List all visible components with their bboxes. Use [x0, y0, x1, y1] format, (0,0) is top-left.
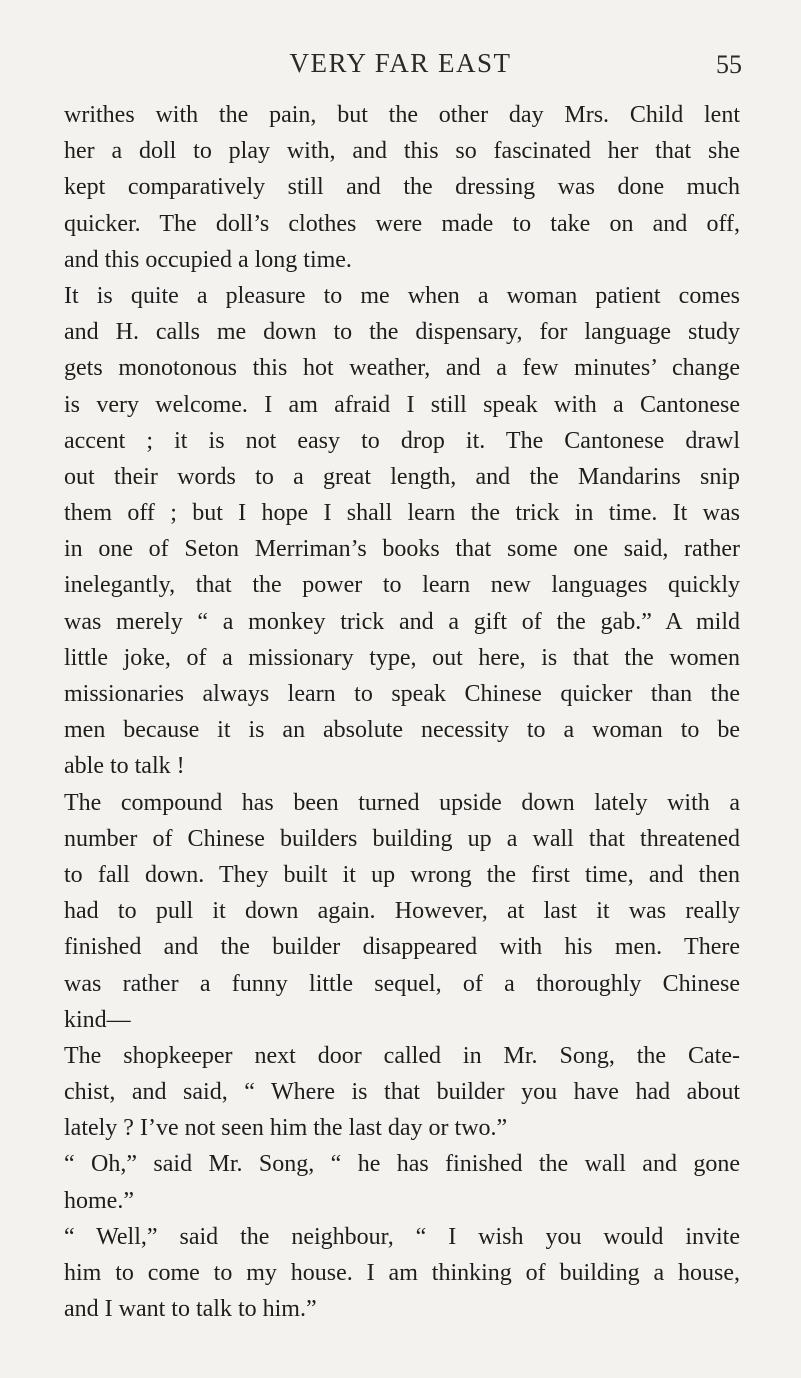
text-line: gets monotonous this hot weather, and a few minutes’ change [64, 355, 740, 382]
text-line: writhes with the pain, but the other day Mrs. Child lent [64, 102, 740, 128]
text-line: “ Well,” said the neighbour, “ I wish you would invite [64, 1223, 740, 1250]
text-line: and I want to talk to him.” [64, 1296, 317, 1323]
text-line: out their words to a great length, and the Mandarins snip [64, 463, 740, 490]
page-number: 55 [716, 50, 742, 79]
text-line: little joke, of a missionary type, out here, is that the women [64, 644, 740, 671]
text-line: lately ? I’ve not seen him the last day or two.” [64, 1115, 508, 1142]
text-line: kept comparatively still and the dressing was done much [64, 174, 740, 201]
text-line: in one of Seton Merriman’s books that some one said, rather [64, 536, 740, 563]
text-line: is very welcome. I am afraid I still speak with a Cantonese [64, 391, 740, 418]
running-title: VERY FAR EAST [289, 48, 512, 78]
text-line: number of Chinese builders building up a wall that threatened [64, 825, 740, 852]
running-head [0, 48, 801, 88]
text-line: kind— [64, 1006, 131, 1033]
text-line: chist, and said, “ Where is that builder you have had about [64, 1079, 740, 1106]
text-line: men because it is an absolute necessity to a woman to be [64, 717, 740, 744]
text-line: accent ; it is not easy to drop it. The Cantonese drawl [64, 427, 740, 454]
text-line: able to talk ! [64, 753, 185, 780]
text-line: It is quite a pleasure to me when a woman patient comes [64, 282, 740, 309]
text-line: and this occupied a long time. [64, 246, 352, 273]
text-line: and H. calls me down to the dispensary, for language study [64, 319, 740, 346]
text-line: home.” [64, 1187, 134, 1214]
text-line: to fall down. They built it up wrong the first time, and then [64, 861, 740, 888]
body-text [64, 97, 740, 1327]
text-line: was rather a funny little sequel, of a thoroughly Chinese [64, 970, 740, 997]
text-line: “ Oh,” said Mr. Song, “ he has finished the wall and gone [64, 1151, 740, 1178]
text-line: inelegantly, that the power to learn new languages quickly [64, 572, 740, 599]
text-line: had to pull it down again. However, at last it was really [64, 898, 740, 925]
text-line: them off ; but I hope I shall learn the trick in time. It was [64, 500, 740, 527]
text-line: The shopkeeper next door called in Mr. Song, the Cate- [64, 1042, 740, 1069]
text-line: The compound has been turned upside down lately with a [64, 789, 740, 816]
text-line: him to come to my house. I am thinking of building a house, [64, 1260, 740, 1286]
text-line: quicker. The doll’s clothes were made to take on and off, [64, 210, 740, 237]
text-line: was merely “ a monkey trick and a gift of the gab.” A mild [64, 608, 740, 635]
text-line: her a doll to play with, and this so fascinated her that she [64, 138, 740, 165]
text-line: finished and the builder disappeared with his men. There [64, 934, 740, 961]
text-line: missionaries always learn to speak Chinese quicker than the [64, 681, 740, 707]
